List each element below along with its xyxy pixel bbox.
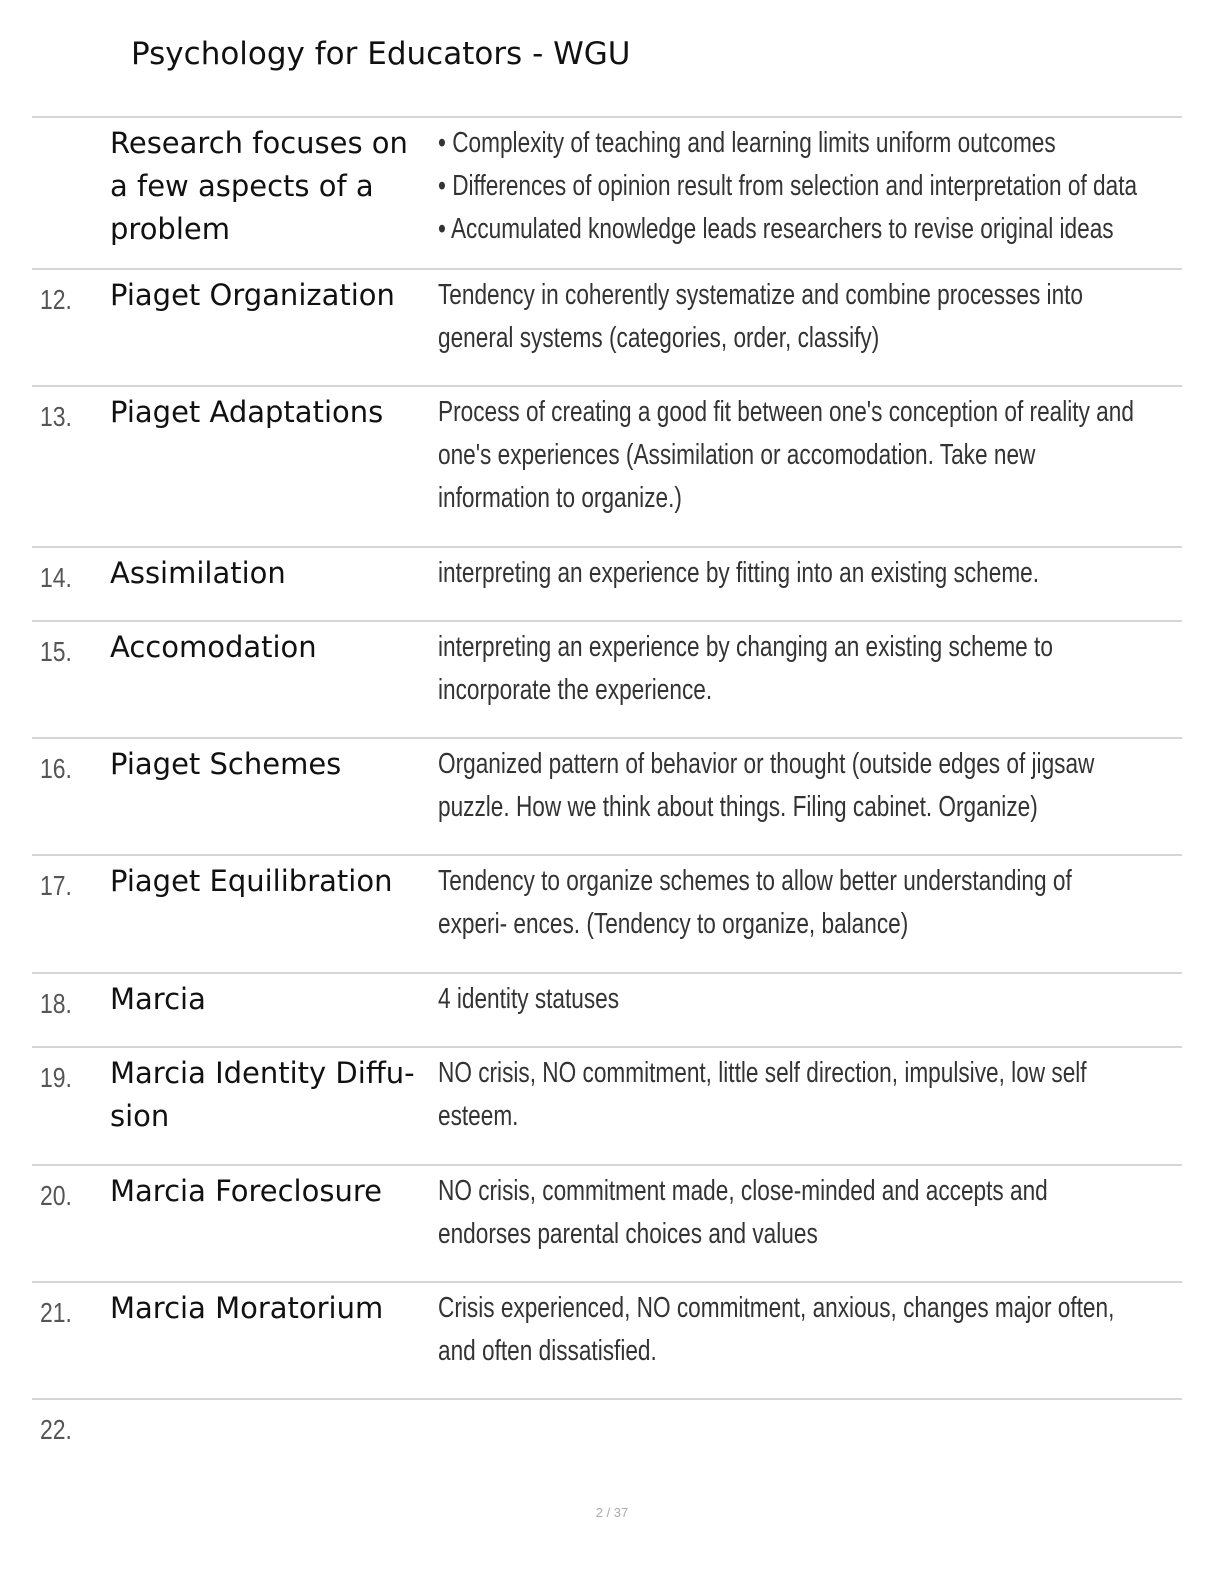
table-row xyxy=(32,854,1182,972)
row-number: 21. xyxy=(40,1297,72,1328)
term-text: Piaget Schemes xyxy=(110,747,342,781)
term-text: Marcia xyxy=(110,982,206,1016)
table-row xyxy=(32,385,1182,546)
definition-text: Tendency in coherently systematize and combine processes into general systems (categories, order, classify) xyxy=(438,279,1084,354)
term-text: Marcia Moratorium xyxy=(110,1291,384,1325)
definition-text: 4 identity statuses xyxy=(438,983,620,1015)
table-row xyxy=(32,737,1182,854)
term-text: Marcia Foreclosure xyxy=(110,1174,382,1208)
row-number: 18. xyxy=(40,988,72,1019)
list-item: • Differences of opinion result from selection and interpretation of data xyxy=(438,165,1140,208)
table-row xyxy=(32,1164,1182,1281)
definition-text: NO crisis, commitment made, close-minded and accepts and endorses parental choices and values xyxy=(438,1175,1048,1250)
table-row xyxy=(32,546,1182,620)
term-text: Assimilation xyxy=(110,556,286,590)
table-row xyxy=(32,116,1182,268)
definition-text: Tendency to organize schemes to allow better understanding of experi- ences. (Tendency to organize, balance) xyxy=(438,865,1072,940)
flashcard-table xyxy=(32,116,1182,1478)
definition-text: Process of creating a good fit between one's conception of reality and one's experiences (Assimilation or accomodation. Take new information to organize.) xyxy=(438,396,1134,514)
term-text: Marcia Identity Diffu- sion xyxy=(110,1056,415,1133)
definition-text: Organized pattern of behavior or thought (outside edges of jigsaw puzzle. How we think about things. Filing cabinet. Organize) xyxy=(438,748,1095,823)
term-text: Accomodation xyxy=(110,630,317,664)
row-number: 12. xyxy=(40,284,72,315)
table-row xyxy=(32,1046,1182,1164)
table-row xyxy=(32,1398,1182,1478)
row-number: 17. xyxy=(40,870,72,901)
term-text: Piaget Adaptations xyxy=(110,395,384,429)
row-number: 16. xyxy=(40,753,72,784)
table-row xyxy=(32,268,1182,385)
term-text: Research focuses on a few aspects of a problem xyxy=(110,126,408,246)
row-number: 14. xyxy=(40,562,72,593)
term-text: Piaget Equilibration xyxy=(110,864,393,898)
row-number: 13. xyxy=(40,401,72,432)
bullet-list xyxy=(438,122,1140,251)
definition-text: Crisis experienced, NO commitment, anxious, changes major often, and often dissatisfied. xyxy=(438,1292,1115,1367)
table-row xyxy=(32,1281,1182,1398)
table-row xyxy=(32,620,1182,737)
table-row xyxy=(32,972,1182,1046)
term-text: Piaget Organization xyxy=(110,278,395,312)
definition-text: interpreting an experience by changing an existing scheme to incorporate the experience. xyxy=(438,631,1053,706)
row-number: 19. xyxy=(40,1062,72,1093)
page-title: Psychology for Educators - WGU xyxy=(131,36,631,72)
row-number: 20. xyxy=(40,1180,72,1211)
list-item: • Complexity of teaching and learning limits uniform outcomes xyxy=(438,122,1140,165)
definition-text: NO crisis, NO commitment, little self direction, impulsive, low self esteem. xyxy=(438,1057,1087,1132)
definition-text xyxy=(438,122,1140,251)
definition-text: interpreting an experience by fitting into an existing scheme. xyxy=(438,557,1040,589)
row-number: 22. xyxy=(40,1414,72,1445)
page-indicator: 2 / 37 xyxy=(595,1505,629,1520)
list-item: • Accumulated knowledge leads researchers to revise original ideas xyxy=(438,208,1140,251)
row-number: 15. xyxy=(40,636,72,667)
